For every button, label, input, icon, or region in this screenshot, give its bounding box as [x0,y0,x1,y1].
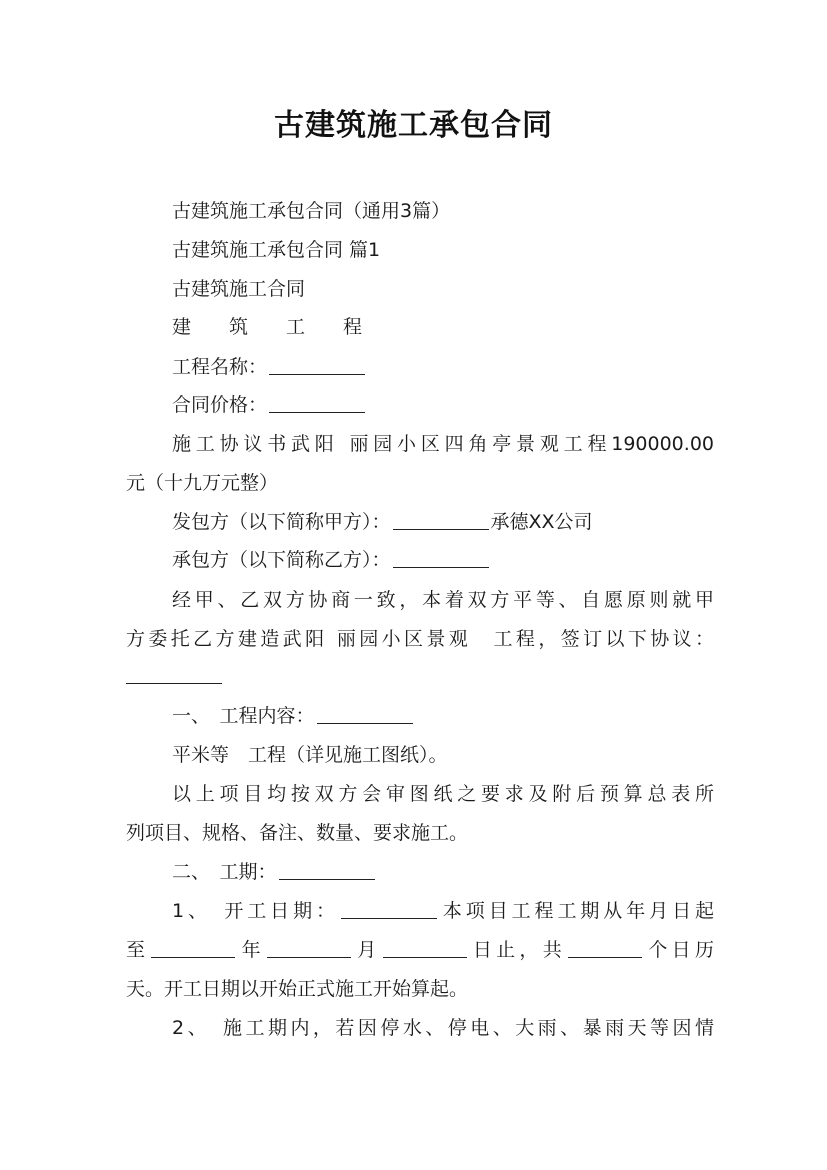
date-blank [151,939,235,958]
paragraph-line: 以上项目均按双方会审图纸之要求及附后预算总表所 [172,783,714,805]
scope-blank [317,705,413,724]
date-blank [267,939,351,958]
project-name-label: 工程名称： [172,356,268,378]
contract-name: 古建筑施工合同 [172,278,306,300]
subtitle-line: 古建筑施工承包合同（通用3篇） [172,200,451,222]
schedule-heading-label: 二、 工期： [172,861,277,883]
date-range-line [126,938,714,962]
spaced-char: 工 [286,316,306,338]
party-a-name: 承德XX公司 [490,511,593,533]
start-date-text: 本项目工程工期从年月日起 [438,900,714,922]
section-heading: 古建筑施工承包合同 篇1 [172,239,381,261]
paragraph-line: 天。开工日期以开始正式施工开始算起。 [126,978,469,1000]
start-date-label: 1、 开工日期： [172,900,339,922]
paragraph-line: 方委托乙方建造武阳 丽园小区景观 工程，签订以下协议： [126,628,714,650]
party-a-blank [393,511,489,530]
date-range-text: 至 [126,939,150,961]
project-name-line [172,355,367,379]
spaced-char: 筑 [229,316,249,338]
schedule-heading-line [172,860,377,884]
paragraph-line: 平米等 工程（详见施工图纸）。 [172,744,448,766]
start-date-line [172,899,714,923]
agreement-blank [126,665,222,684]
scope-heading-label: 一、 工程内容： [172,705,315,727]
paragraph-line: 2、 施工期内，若因停水、停电、大雨、暴雨天等因情 [172,1017,714,1039]
project-name-blank [269,356,365,375]
spaced-char: 程 [343,316,363,338]
party-a-line [172,510,593,534]
date-range-text: 月 [352,939,381,961]
paragraph-line: 列项目、规格、备注、数量、要求施工。 [126,822,469,844]
party-b-blank [393,549,489,568]
paragraph-line: 经甲、乙双方协商一致，本着双方平等、自愿原则就甲 [172,589,714,611]
blank-line [126,664,224,688]
contract-price-blank [269,394,365,413]
paragraph-line: 元（十九万元整） [126,472,279,494]
date-blank [568,939,642,958]
party-b-label: 承包方（以下简称乙方）： [172,549,391,571]
start-date-blank [341,900,437,919]
date-range-text: 个日历 [644,939,714,961]
contract-price-label: 合同价格： [172,394,268,416]
party-a-label: 发包方（以下简称甲方）： [172,511,391,533]
party-b-line [172,548,491,572]
date-blank [383,939,467,958]
contract-price-line [172,393,367,417]
spaced-heading [172,315,400,339]
paragraph-line: 施工协议书武阳 丽园小区四角亭景观工程190000.00 [172,433,714,455]
document-title: 古建筑施工承包合同 [274,108,553,143]
date-range-text: 日止，共 [468,939,567,961]
schedule-blank [279,861,375,880]
scope-heading-line [172,704,415,728]
date-range-text: 年 [237,939,265,961]
spaced-char: 建 [172,316,192,338]
